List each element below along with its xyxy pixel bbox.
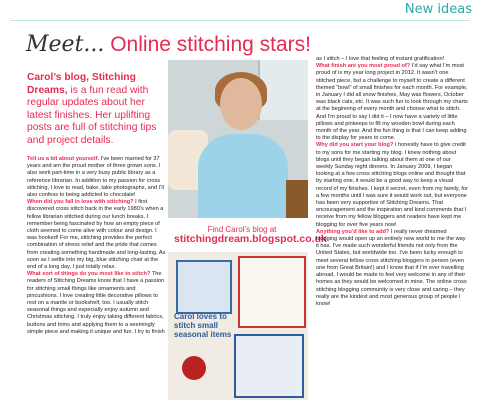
photo-chair — [286, 180, 308, 218]
answer-3: The readers of Stitching Dreams know that I have a passion for stitching small things like ornaments and pincushions. I love creating little decorative pillows to rest on a mantle or bookshelf, too. I usually stitch seasonal things and especially enjoy autumn and Christmas stitching. I truly enjoy taking different fabrics, buttons and trims and applying them to a seemingly simple piece and making it unique and fun. I try to finish — [27, 271, 165, 335]
left-column — [27, 156, 166, 336]
question-4: What finish are you most proud of? — [316, 63, 411, 70]
question-5: Why did you start your blog? — [316, 142, 394, 149]
right-column — [316, 56, 468, 308]
question-2: When did you fall in love with stitching? — [27, 199, 134, 206]
intro-body: is a fun read with regular updates about her latest finishes. Her uplifting posts are full of stitching tips and project details. — [27, 84, 157, 146]
pillow-red — [238, 256, 306, 328]
page-title — [26, 32, 311, 57]
right-intro: as I stitch – I love that feeling of instant gratification! — [316, 56, 445, 62]
blog-caption — [174, 225, 327, 246]
stitching-photo — [168, 252, 308, 400]
question-6: Anything you’d like to add? — [316, 228, 390, 235]
intro-text — [27, 72, 167, 148]
answer-1: I’ve been married for 37 years and am the proud mother of three grown sons. I also work part-time in a very busy public library as a reference librarian. In addition to my passion for cross stitching, I love to read, bake, take photographs, and I’ll also confess to being addicted to chocolate! — [27, 156, 164, 199]
intro-bold: Carol’s blog, Stitching Dreams, — [27, 72, 136, 96]
photo-face — [220, 78, 262, 130]
pillow-blue — [176, 260, 232, 314]
pillow-navy — [234, 334, 304, 398]
photo-body — [198, 134, 288, 218]
answer-2: I first discovered cross stitch back in the early 1980’s when a fellow librarian stitched during our lunch breaks. I remember being fascinated by how an empty piece of cloth seemed to come alive with colour and design. I was hooked! For me, stitching provides the perfect combination of stress relief and the pride that comes from creating something handmade and long-lasting. As soon as I settle into my big, blue stitching chair at the end of a long day, I just totally relax. — [27, 199, 166, 271]
question-3: What sort of things do you most like to stitch? — [27, 271, 151, 278]
caption-find: Find Carol’s blog at — [207, 225, 277, 234]
stitch-caption: Carol loves to stitch small seasonal items — [174, 312, 232, 339]
carol-photo — [168, 60, 308, 218]
title-meet: Meet... — [26, 32, 105, 57]
section-label: New ideas — [404, 2, 472, 17]
title-rest: Online stitching stars! — [104, 33, 311, 56]
blog-url: stitchingdream.blogspot.co.uk — [174, 233, 327, 245]
header-rule — [10, 20, 470, 21]
answer-5: I honestly have to give credit to my sons for me starting my blog. I knew nothing about blogs until they began talking about them at one of our weekly Sunday night dinners. In January 2009, I began looking at a few cross stitching blogs online and thought that by starting one, it would be a good way to keep a visual record of my finishes. I kept it secret, even from my family, for a few months until I was sure it would work out, but everyone has been very supportive of Stitching Dreams. That encouragement and the inspiration and kind comments that I receive from my fellow bloggers and readers have kept me blogging for over five years now! — [316, 142, 468, 228]
question-1: Tell us a bit about yourself. — [27, 156, 100, 162]
ornament — [182, 356, 206, 380]
answer-6: I really never dreamed blogging would open up an entirely new world to me the way it has. I’ve made such wonderful friends not only from the United States, but worldwide too. I’ve been lucky enough to meet several fellow cross stitching bloggers in person (even one from Great Britain!) and I know that if I’m ever travelling abroad, I would be made to feel very welcome in any of their homes as they would be welcomed in mine. The online cross stitching blogging community is very close and caring – they really are the kindest and most generous group of people I know! — [316, 228, 467, 307]
answer-4: I’d say what I’m most proud of is my year long project in 2012. It wasn’t one stitched piece, but a challenge to myself to create a different themed “bowl” of small finishes for each month. For example, in January I did all snow finishes, May was flowers, October was black cats, etc. It was such fun to look through my charts at the beginning of every month and choose what to stitch. And I’m proud to say I did it – I now have a variety of little pillows and pinkeeps to fill my wooden bowl during each month of the year. And the fun thing is that I can keep adding to the display for years to come. — [316, 63, 468, 142]
